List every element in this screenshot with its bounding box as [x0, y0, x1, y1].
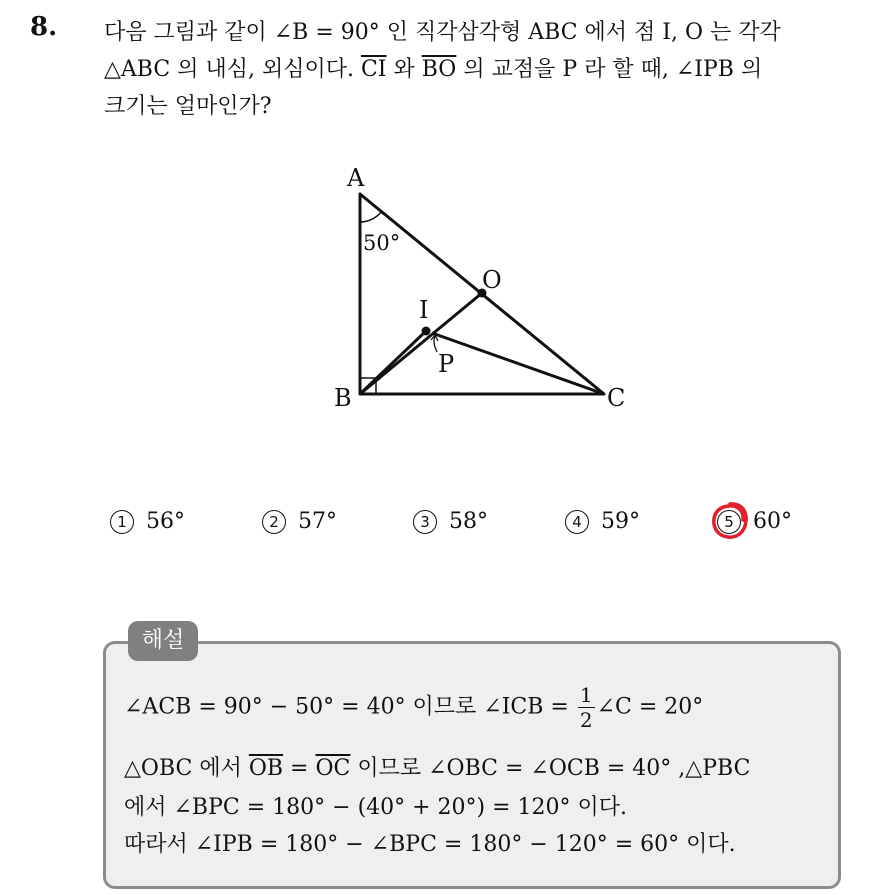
- choice-4[interactable]: [565, 509, 640, 534]
- solution-line-4: 따라서 ∠IPB = 180° − ∠BPC = 180° − 120° = 60° 이다.: [124, 832, 736, 857]
- question-line-3: 크기는 얼마인가?: [104, 94, 272, 119]
- label-c: C: [607, 384, 626, 412]
- question-line-2: [104, 51, 864, 88]
- segment-bi-line: [360, 331, 426, 394]
- choice-3-text: 58°: [449, 509, 488, 534]
- choice-5-text: 60°: [753, 509, 792, 534]
- segment-ci: $\overline{CI}$: [360, 57, 387, 82]
- segment-cp-line: [432, 333, 604, 394]
- choice-1-text: 56°: [146, 509, 185, 534]
- angle-a-label: 50°: [363, 231, 401, 255]
- answer-choices: [0, 505, 884, 545]
- solution-line-2: [124, 751, 750, 782]
- question-line-1: 다음 그림과 같이 ∠B = 90° 인 직각삼각형 ABC 에서 점 I, O 는 각각: [104, 20, 781, 45]
- solution-line-2-b: 이므로 ∠OBC = ∠OCB = 40° ,△PBC: [350, 756, 751, 781]
- label-a: A: [347, 164, 365, 192]
- solution-line-3: 에서 ∠BPC = 180° − (40° + 20°) = 120° 이다.: [124, 795, 628, 820]
- red-circle-mark-icon: [710, 500, 750, 542]
- choice-4-text: 59°: [601, 509, 640, 534]
- solution-tag: 해설: [128, 621, 198, 661]
- label-i: I: [419, 296, 429, 324]
- choice-3-marker: 3: [413, 510, 437, 534]
- choice-2[interactable]: [262, 509, 337, 534]
- choice-1[interactable]: [110, 509, 185, 534]
- choice-2-text: 57°: [298, 509, 337, 534]
- question-number: 8.: [30, 12, 58, 42]
- fraction-denominator: 2: [579, 708, 593, 732]
- label-b: B: [334, 384, 352, 412]
- selected-answer-mark: [717, 509, 753, 534]
- angle-a-arc: [360, 211, 382, 222]
- choice-3[interactable]: [413, 509, 488, 534]
- question-line-2-a: △ABC 의 내심, 외심이다.: [104, 57, 361, 82]
- segment-ob: $\overline{OB}$: [248, 756, 284, 781]
- choice-4-marker: 4: [565, 510, 589, 534]
- solution-line-1: [124, 683, 703, 732]
- segment-bo: $\overline{BO}$: [421, 57, 457, 82]
- solution-line-1-a: ∠ACB = 90° − 50° = 40° 이므로 ∠ICB =: [124, 694, 576, 720]
- choice-5[interactable]: [717, 509, 792, 534]
- label-p: P: [438, 350, 455, 378]
- choice-5-marker: 5: [717, 510, 741, 534]
- point-i: [422, 327, 431, 336]
- segment-oc: $\overline{OC}$: [315, 756, 351, 781]
- question-line-2-b: 와: [386, 57, 422, 82]
- solution-line-2-eq: =: [283, 756, 316, 781]
- triangle-figure: [300, 150, 660, 420]
- solution-line-2-a: △OBC 에서: [124, 756, 249, 781]
- fraction-one-half: [578, 683, 595, 732]
- choice-1-marker: 1: [110, 510, 134, 534]
- solution-line-1-b: ∠C = 20°: [596, 694, 704, 720]
- fraction-numerator: 1: [579, 683, 593, 707]
- label-o: O: [482, 266, 502, 294]
- question-text: [104, 14, 864, 125]
- choice-2-marker: 2: [262, 510, 286, 534]
- p-pointer-arrow: [431, 335, 438, 352]
- question-line-2-c: 의 교점을 P 라 할 때, ∠IPB 의: [456, 57, 763, 82]
